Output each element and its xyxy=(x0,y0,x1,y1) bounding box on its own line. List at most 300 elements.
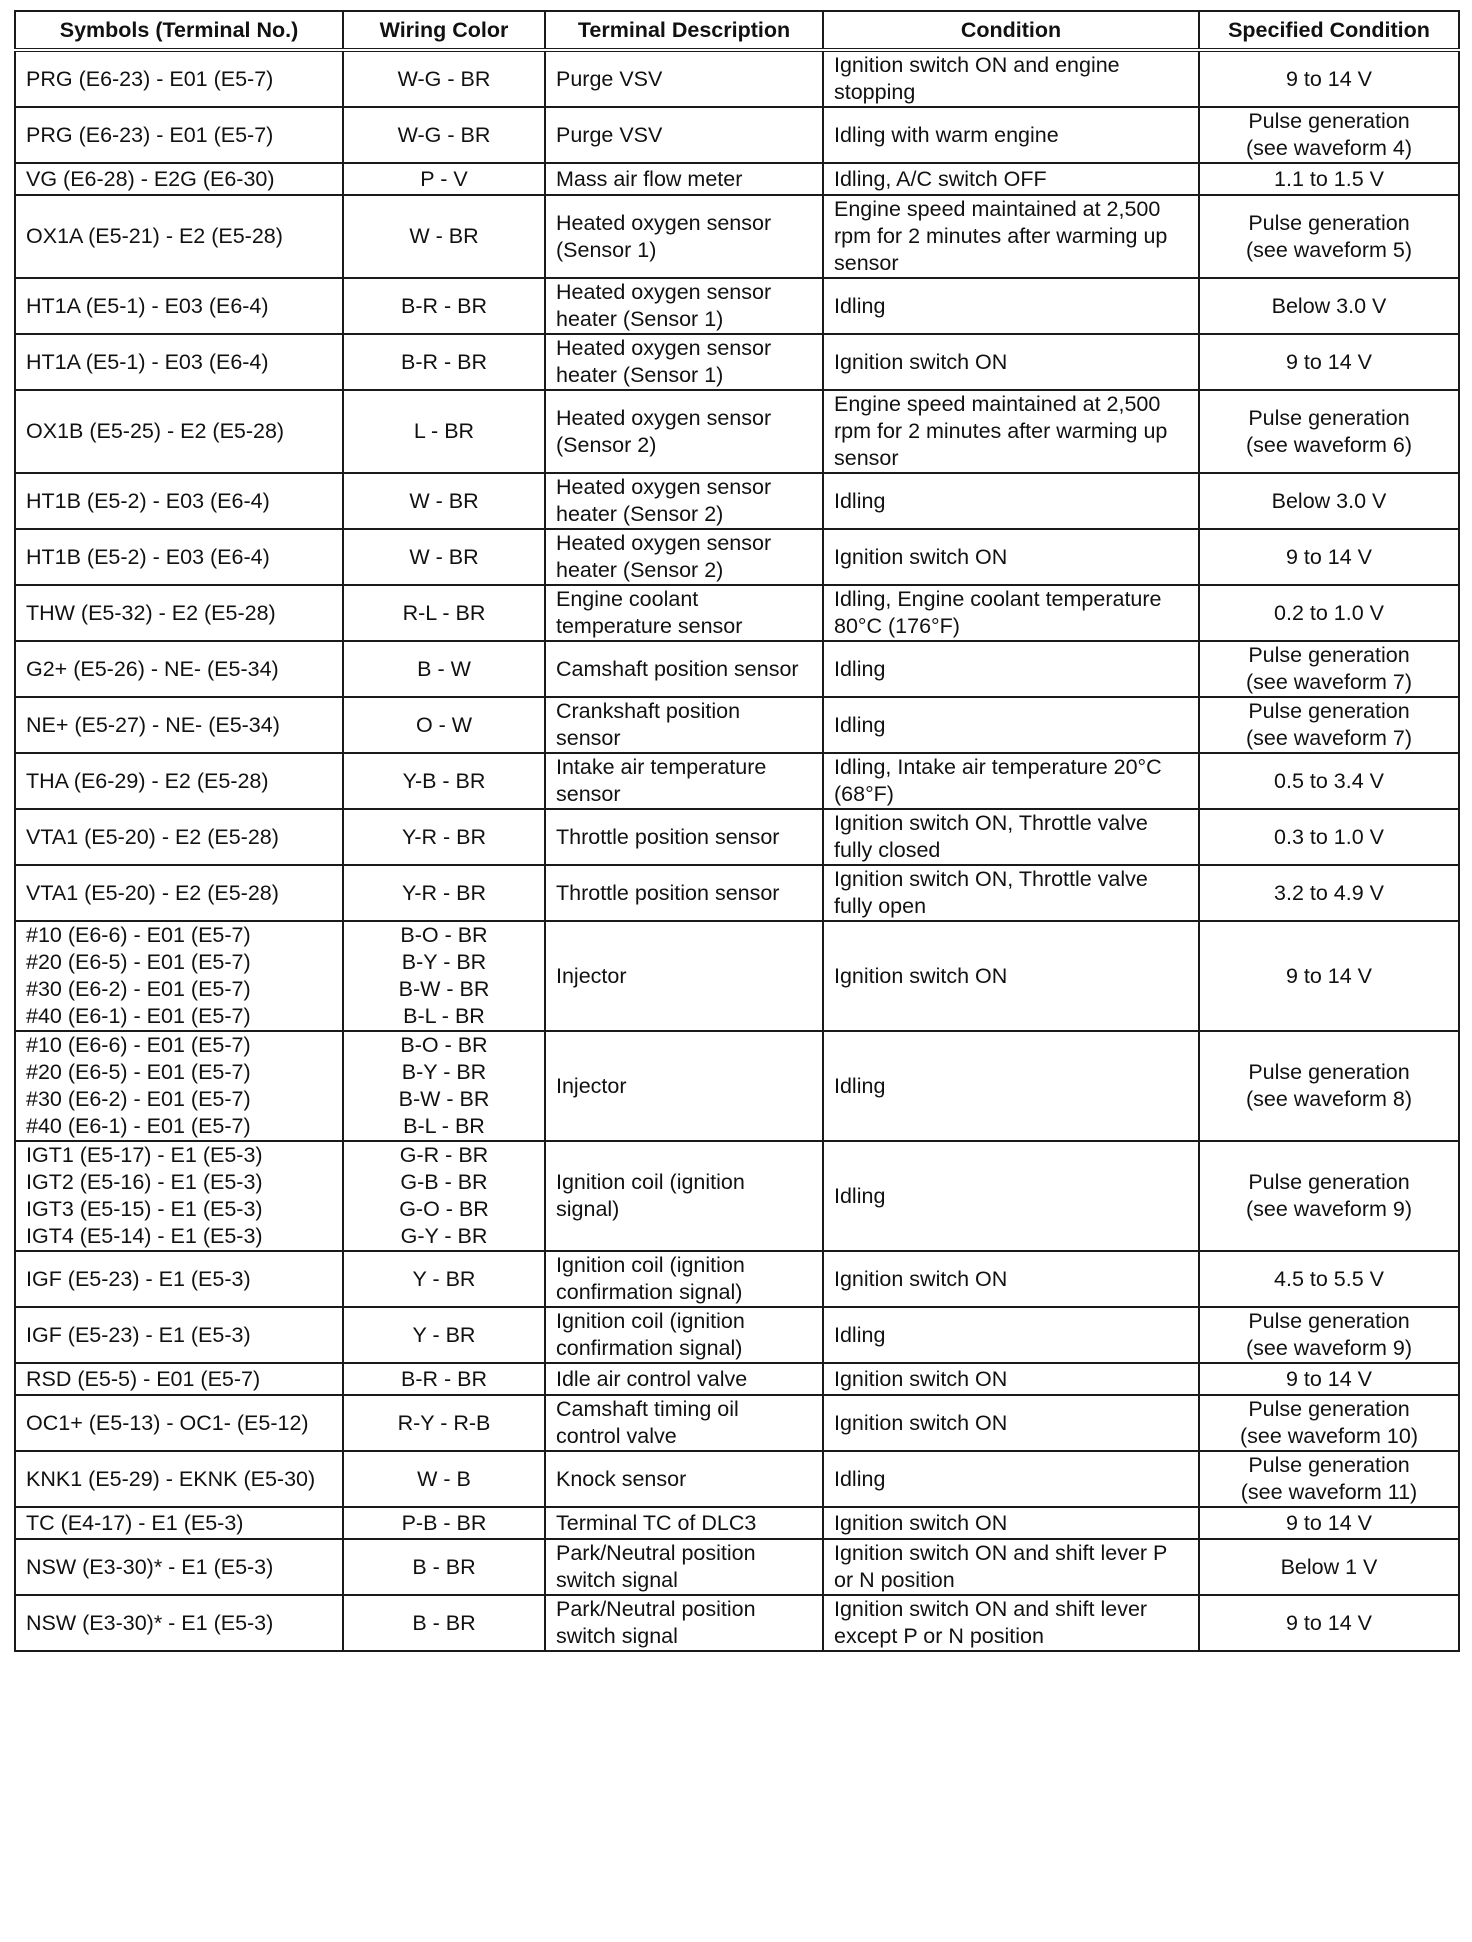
cell-line: confirmation signal) xyxy=(556,1336,743,1360)
cell-specified-condition xyxy=(1199,529,1459,585)
cell-line: B-L - BR xyxy=(403,1114,485,1138)
cell-line: Engine coolant xyxy=(556,587,699,611)
cell-condition xyxy=(823,1395,1199,1451)
cell-wiring-color xyxy=(343,921,545,1031)
cell-line: Ignition switch ON xyxy=(834,1266,1008,1291)
cell-line: Pulse generation xyxy=(1248,210,1410,235)
cell-line: B-O - BR xyxy=(400,923,488,947)
cell-line: or N position xyxy=(834,1568,955,1592)
cell-specified-condition xyxy=(1199,1251,1459,1307)
cell-terminal-description xyxy=(545,1507,823,1539)
cell-wiring-color xyxy=(343,1363,545,1395)
cell-line: Ignition switch ON and shift lever xyxy=(834,1597,1148,1621)
cell-line: Throttle position sensor xyxy=(556,880,780,905)
cell-line: Park/Neutral position xyxy=(556,1541,756,1565)
cell-terminal-description xyxy=(545,641,823,697)
cell-condition xyxy=(823,1141,1199,1251)
cell-terminal-description xyxy=(545,163,823,195)
header-row xyxy=(15,11,1459,50)
cell-specified-condition xyxy=(1199,753,1459,809)
cell-line: Camshaft timing oil xyxy=(556,1397,739,1421)
cell-line: B-R - BR xyxy=(401,1366,487,1391)
cell-line: OX1A (E5-21) - E2 (E5-28) xyxy=(26,224,283,248)
cell-wiring-color xyxy=(343,163,545,195)
cell-specified-condition xyxy=(1199,1307,1459,1363)
cell-line: HT1B (E5-2) - E03 (E6-4) xyxy=(26,544,270,569)
cell-line: sensor xyxy=(834,446,899,470)
cell-condition xyxy=(823,1363,1199,1395)
table-row xyxy=(15,697,1459,753)
cell-condition xyxy=(823,1451,1199,1507)
cell-line: Ignition coil (ignition xyxy=(556,1309,745,1333)
cell-wiring-color xyxy=(343,1251,545,1307)
cell-terminal-description xyxy=(545,1595,823,1651)
header-symbols: Symbols (Terminal No.) xyxy=(15,11,343,50)
cell-line: Idling xyxy=(834,293,886,318)
cell-terminal-description xyxy=(545,1141,823,1251)
cell-symbols xyxy=(15,1539,343,1595)
cell-line: 9 to 14 V xyxy=(1285,1610,1373,1635)
cell-condition xyxy=(823,641,1199,697)
cell-condition xyxy=(823,1507,1199,1539)
cell-line: #20 (E6-5) - E01 (E5-7) xyxy=(26,1060,251,1084)
cell-line: G-B - BR xyxy=(400,1170,488,1194)
cell-terminal-description xyxy=(545,334,823,390)
cell-line: VG (E6-28) - E2G (E6-30) xyxy=(26,166,275,191)
cell-line: Heated oxygen sensor xyxy=(556,475,772,499)
cell-line: Idling xyxy=(834,656,886,681)
cell-line: THW (E5-32) - E2 (E5-28) xyxy=(26,600,276,625)
cell-line: B-Y - BR xyxy=(401,1060,487,1084)
cell-condition xyxy=(823,163,1199,195)
cell-line: Idling xyxy=(834,1073,886,1098)
cell-line: 9 to 14 V xyxy=(1285,349,1373,374)
cell-line: HT1A (E5-1) - E03 (E6-4) xyxy=(26,349,269,374)
cell-line: Pulse generation xyxy=(1248,1397,1410,1421)
cell-terminal-description xyxy=(545,1395,823,1451)
cell-line: B-O - BR xyxy=(400,1033,488,1057)
cell-condition xyxy=(823,809,1199,865)
cell-specified-condition xyxy=(1199,1595,1459,1651)
table-row xyxy=(15,390,1459,473)
cell-line: 9 to 14 V xyxy=(1285,1366,1373,1391)
cell-specified-condition xyxy=(1199,641,1459,697)
cell-line: G-O - BR xyxy=(399,1197,489,1221)
cell-line: 3.2 to 4.9 V xyxy=(1274,880,1384,905)
cell-line: Y - BR xyxy=(412,1266,476,1291)
cell-line: Throttle position sensor xyxy=(556,824,780,849)
cell-line: B - W xyxy=(417,656,471,681)
cell-line: (see waveform 4) xyxy=(1245,136,1413,160)
cell-line: #10 (E6-6) - E01 (E5-7) xyxy=(26,923,251,947)
cell-line: #10 (E6-6) - E01 (E5-7) xyxy=(26,1033,251,1057)
cell-line: Below 3.0 V xyxy=(1271,488,1387,513)
cell-line: IGF (E5-23) - E1 (E5-3) xyxy=(26,1322,251,1347)
table-row xyxy=(15,1307,1459,1363)
cell-line: Ignition switch ON xyxy=(834,544,1008,569)
cell-terminal-description xyxy=(545,697,823,753)
cell-line: Below 3.0 V xyxy=(1271,293,1387,318)
cell-wiring-color xyxy=(343,1395,545,1451)
cell-line: R-Y - R-B xyxy=(397,1410,491,1435)
cell-line: W - B xyxy=(417,1466,471,1491)
cell-specified-condition xyxy=(1199,585,1459,641)
table-row xyxy=(15,50,1459,107)
cell-line: Heated oxygen sensor xyxy=(556,210,772,235)
cell-terminal-description xyxy=(545,1307,823,1363)
cell-terminal-description xyxy=(545,1363,823,1395)
cell-condition xyxy=(823,334,1199,390)
cell-specified-condition xyxy=(1199,278,1459,334)
cell-line: P-B - BR xyxy=(401,1510,487,1535)
cell-line: Idling xyxy=(834,1466,886,1491)
cell-terminal-description xyxy=(545,195,823,278)
cell-condition xyxy=(823,753,1199,809)
cell-symbols xyxy=(15,195,343,278)
cell-wiring-color xyxy=(343,107,545,163)
cell-wiring-color xyxy=(343,1141,545,1251)
cell-line: Ignition switch ON, Throttle valve xyxy=(834,867,1148,891)
table-row xyxy=(15,1363,1459,1395)
cell-line: IGT2 (E5-16) - E1 (E5-3) xyxy=(26,1170,263,1194)
cell-line: (see waveform 7) xyxy=(1245,726,1413,750)
table-row xyxy=(15,1539,1459,1595)
table-row xyxy=(15,865,1459,921)
cell-symbols xyxy=(15,1451,343,1507)
cell-symbols xyxy=(15,529,343,585)
cell-wiring-color xyxy=(343,1307,545,1363)
cell-line: Injector xyxy=(556,1073,627,1098)
cell-line: (see waveform 7) xyxy=(1245,670,1413,694)
cell-line: B - BR xyxy=(412,1554,476,1579)
cell-symbols xyxy=(15,753,343,809)
cell-line: (see waveform 5) xyxy=(1245,237,1413,262)
cell-line: Pulse generation xyxy=(1248,699,1410,723)
cell-line: fully open xyxy=(834,894,927,918)
cell-line: Ignition coil (ignition xyxy=(556,1253,745,1277)
table-row xyxy=(15,1251,1459,1307)
cell-line: Ignition switch ON xyxy=(834,349,1008,374)
cell-wiring-color xyxy=(343,473,545,529)
cell-line: Idling, Intake air temperature 20°C xyxy=(834,755,1162,779)
cell-line: #40 (E6-1) - E01 (E5-7) xyxy=(26,1114,251,1138)
cell-terminal-description xyxy=(545,1031,823,1141)
cell-line: B-L - BR xyxy=(403,1004,485,1028)
cell-condition xyxy=(823,1251,1199,1307)
cell-line: (68°F) xyxy=(834,782,894,806)
cell-line: (see waveform 10) xyxy=(1239,1424,1419,1448)
cell-line: B-Y - BR xyxy=(401,950,487,974)
table-row xyxy=(15,163,1459,195)
cell-terminal-description xyxy=(545,585,823,641)
cell-line: Mass air flow meter xyxy=(556,166,743,191)
cell-line: Idle air control valve xyxy=(556,1366,748,1391)
terminal-spec-table xyxy=(14,10,1460,1652)
cell-line: B-R - BR xyxy=(401,293,487,318)
cell-wiring-color xyxy=(343,50,545,107)
cell-symbols xyxy=(15,1031,343,1141)
cell-wiring-color xyxy=(343,865,545,921)
cell-line: 0.3 to 1.0 V xyxy=(1274,824,1384,849)
cell-symbols xyxy=(15,1595,343,1651)
cell-line: Ignition switch ON xyxy=(834,1510,1008,1535)
cell-line: Camshaft position sensor xyxy=(556,656,799,681)
cell-line: Purge VSV xyxy=(556,122,663,147)
cell-wiring-color xyxy=(343,334,545,390)
table-row xyxy=(15,809,1459,865)
cell-line: W-G - BR xyxy=(397,122,491,147)
cell-terminal-description xyxy=(545,1539,823,1595)
cell-line: Below 1 V xyxy=(1280,1554,1378,1579)
cell-specified-condition xyxy=(1199,1395,1459,1451)
cell-symbols xyxy=(15,1307,343,1363)
cell-line: W - BR xyxy=(409,544,479,569)
cell-line: W - BR xyxy=(409,224,479,248)
header-terminal-description: Terminal Description xyxy=(545,11,823,50)
table-row xyxy=(15,473,1459,529)
cell-terminal-description xyxy=(545,473,823,529)
cell-terminal-description xyxy=(545,865,823,921)
header-specified-condition: Specified Condition xyxy=(1199,11,1459,50)
cell-line: RSD (E5-5) - E01 (E5-7) xyxy=(26,1366,261,1391)
cell-line: PRG (E6-23) - E01 (E5-7) xyxy=(26,66,274,91)
table-body xyxy=(15,50,1459,1651)
cell-line: Pulse generation xyxy=(1248,1453,1410,1477)
cell-line: 4.5 to 5.5 V xyxy=(1274,1266,1384,1291)
cell-line: Idling xyxy=(834,488,886,513)
cell-line: O - W xyxy=(415,712,473,737)
cell-symbols xyxy=(15,1251,343,1307)
cell-line: PRG (E6-23) - E01 (E5-7) xyxy=(26,122,274,147)
cell-line: (see waveform 8) xyxy=(1245,1087,1413,1111)
cell-line: B-W - BR xyxy=(398,977,490,1001)
cell-line: 80°C (176°F) xyxy=(834,614,960,638)
cell-terminal-description xyxy=(545,107,823,163)
cell-condition xyxy=(823,1539,1199,1595)
cell-line: W - BR xyxy=(409,488,479,513)
cell-line: OX1B (E5-25) - E2 (E5-28) xyxy=(26,419,285,443)
cell-line: B - BR xyxy=(412,1610,476,1635)
cell-wiring-color xyxy=(343,195,545,278)
cell-line: Intake air temperature xyxy=(556,755,767,779)
cell-line: G-R - BR xyxy=(399,1143,489,1167)
cell-line: VTA1 (E5-20) - E2 (E5-28) xyxy=(26,824,279,849)
cell-terminal-description xyxy=(545,529,823,585)
cell-condition xyxy=(823,921,1199,1031)
cell-line: HT1B (E5-2) - E03 (E6-4) xyxy=(26,488,270,513)
cell-condition xyxy=(823,473,1199,529)
cell-line: signal) xyxy=(556,1197,620,1221)
cell-line: Heated oxygen sensor xyxy=(556,531,772,555)
cell-specified-condition xyxy=(1199,195,1459,278)
cell-line: Idling, Engine coolant temperature xyxy=(834,587,1162,611)
cell-condition xyxy=(823,1307,1199,1363)
cell-line: IGT3 (E5-15) - E1 (E5-3) xyxy=(26,1197,263,1221)
cell-symbols xyxy=(15,809,343,865)
cell-line: except P or N position xyxy=(834,1624,1044,1648)
cell-symbols xyxy=(15,473,343,529)
cell-line: sensor xyxy=(556,782,621,806)
table-row xyxy=(15,1395,1459,1451)
cell-line: Pulse generation xyxy=(1248,1309,1410,1333)
cell-symbols xyxy=(15,641,343,697)
cell-line: switch signal xyxy=(556,1624,678,1648)
cell-line: B-W - BR xyxy=(398,1087,490,1111)
cell-line: Terminal TC of DLC3 xyxy=(556,1510,757,1535)
cell-line: (see waveform 9) xyxy=(1245,1336,1413,1360)
cell-specified-condition xyxy=(1199,1539,1459,1595)
cell-symbols xyxy=(15,697,343,753)
cell-line: #30 (E6-2) - E01 (E5-7) xyxy=(26,1087,251,1111)
cell-condition xyxy=(823,107,1199,163)
cell-line: Ignition switch ON and engine xyxy=(834,53,1120,77)
cell-symbols xyxy=(15,921,343,1031)
cell-specified-condition xyxy=(1199,473,1459,529)
cell-symbols xyxy=(15,1141,343,1251)
cell-line: stopping xyxy=(834,80,916,104)
cell-condition xyxy=(823,390,1199,473)
cell-line: Ignition switch ON xyxy=(834,1410,1008,1435)
cell-line: 0.5 to 3.4 V xyxy=(1274,768,1384,793)
cell-terminal-description xyxy=(545,390,823,473)
cell-condition xyxy=(823,585,1199,641)
cell-line: switch signal xyxy=(556,1568,678,1592)
cell-wiring-color xyxy=(343,390,545,473)
cell-line: heater (Sensor 1) xyxy=(556,363,724,387)
cell-specified-condition xyxy=(1199,809,1459,865)
cell-line: Ignition switch ON and shift lever P xyxy=(834,1541,1168,1565)
cell-line: NSW (E3-30)* - E1 (E5-3) xyxy=(26,1554,274,1579)
cell-line: IGT4 (E5-14) - E1 (E5-3) xyxy=(26,1224,263,1248)
cell-line: (Sensor 2) xyxy=(556,432,657,457)
cell-line: Heated oxygen sensor xyxy=(556,405,772,430)
cell-line: G-Y - BR xyxy=(400,1224,488,1248)
cell-line: W-G - BR xyxy=(397,66,491,91)
cell-wiring-color xyxy=(343,529,545,585)
cell-line: Pulse generation xyxy=(1248,643,1410,667)
cell-line: Idling with warm engine xyxy=(834,122,1059,147)
cell-wiring-color xyxy=(343,1507,545,1539)
cell-line: Idling xyxy=(834,1322,886,1347)
cell-line: Heated oxygen sensor xyxy=(556,280,772,304)
cell-line: Engine speed maintained at 2,500 xyxy=(834,197,1161,221)
table-row xyxy=(15,1507,1459,1539)
table-row xyxy=(15,1031,1459,1141)
table-row xyxy=(15,641,1459,697)
cell-wiring-color xyxy=(343,1539,545,1595)
cell-condition xyxy=(823,529,1199,585)
cell-terminal-description xyxy=(545,278,823,334)
cell-line: Y - BR xyxy=(412,1322,476,1347)
cell-condition xyxy=(823,50,1199,107)
cell-symbols xyxy=(15,163,343,195)
cell-line: rpm for 2 minutes after warming up xyxy=(834,419,1168,443)
cell-line: Idling xyxy=(834,712,886,737)
cell-wiring-color xyxy=(343,585,545,641)
cell-condition xyxy=(823,1031,1199,1141)
cell-line: 9 to 14 V xyxy=(1285,66,1373,91)
cell-terminal-description xyxy=(545,50,823,107)
cell-wiring-color xyxy=(343,753,545,809)
cell-line: sensor xyxy=(556,726,621,750)
cell-line: temperature sensor xyxy=(556,614,743,638)
cell-specified-condition xyxy=(1199,697,1459,753)
cell-wiring-color xyxy=(343,278,545,334)
cell-line: heater (Sensor 2) xyxy=(556,502,724,526)
cell-line: Idling, A/C switch OFF xyxy=(834,166,1047,191)
cell-line: Heated oxygen sensor xyxy=(556,336,772,360)
cell-specified-condition xyxy=(1199,865,1459,921)
table-row xyxy=(15,753,1459,809)
cell-line: IGT1 (E5-17) - E1 (E5-3) xyxy=(26,1143,263,1167)
table-row xyxy=(15,529,1459,585)
cell-line: NE+ (E5-27) - NE- (E5-34) xyxy=(26,712,280,737)
table-row xyxy=(15,334,1459,390)
cell-symbols xyxy=(15,1507,343,1539)
cell-line: heater (Sensor 1) xyxy=(556,307,724,331)
cell-line: Ignition switch ON, Throttle valve xyxy=(834,811,1148,835)
cell-line: sensor xyxy=(834,251,899,275)
cell-condition xyxy=(823,278,1199,334)
cell-line: 1.1 to 1.5 V xyxy=(1274,166,1384,191)
table-header xyxy=(15,11,1459,50)
cell-line: Pulse generation xyxy=(1248,1060,1410,1084)
header-wiring-color: Wiring Color xyxy=(343,11,545,50)
table-row xyxy=(15,1451,1459,1507)
cell-wiring-color xyxy=(343,1451,545,1507)
cell-symbols xyxy=(15,585,343,641)
cell-line: L - BR xyxy=(413,419,475,443)
cell-line: heater (Sensor 2) xyxy=(556,558,724,582)
cell-line: Park/Neutral position xyxy=(556,1597,756,1621)
cell-line: VTA1 (E5-20) - E2 (E5-28) xyxy=(26,880,279,905)
cell-line: OC1+ (E5-13) - OC1- (E5-12) xyxy=(26,1410,309,1435)
cell-specified-condition xyxy=(1199,107,1459,163)
cell-line: 0.2 to 1.0 V xyxy=(1274,600,1384,625)
cell-line: #40 (E6-1) - E01 (E5-7) xyxy=(26,1004,251,1028)
cell-specified-condition xyxy=(1199,390,1459,473)
cell-line: confirmation signal) xyxy=(556,1280,743,1304)
cell-wiring-color xyxy=(343,697,545,753)
cell-line: B-R - BR xyxy=(401,349,487,374)
cell-line: Ignition coil (ignition xyxy=(556,1170,745,1194)
cell-line: (see waveform 6) xyxy=(1245,432,1413,457)
cell-wiring-color xyxy=(343,1031,545,1141)
table-row xyxy=(15,278,1459,334)
cell-line: R-L - BR xyxy=(402,600,486,625)
cell-condition xyxy=(823,697,1199,753)
cell-specified-condition xyxy=(1199,334,1459,390)
cell-line: Y-R - BR xyxy=(401,824,487,849)
header-condition: Condition xyxy=(823,11,1199,50)
cell-line: TC (E4-17) - E1 (E5-3) xyxy=(26,1510,244,1535)
cell-line: 9 to 14 V xyxy=(1285,1510,1373,1535)
cell-symbols xyxy=(15,390,343,473)
cell-line: Purge VSV xyxy=(556,66,663,91)
cell-line: (see waveform 9) xyxy=(1245,1197,1413,1221)
cell-specified-condition xyxy=(1199,1451,1459,1507)
cell-specified-condition xyxy=(1199,1141,1459,1251)
cell-line: Knock sensor xyxy=(556,1466,687,1491)
cell-line: Engine speed maintained at 2,500 xyxy=(834,392,1161,416)
table-row xyxy=(15,921,1459,1031)
cell-line: P - V xyxy=(420,166,468,191)
cell-line: IGF (E5-23) - E1 (E5-3) xyxy=(26,1266,251,1291)
cell-line: HT1A (E5-1) - E03 (E6-4) xyxy=(26,293,269,318)
cell-line: (see waveform 11) xyxy=(1240,1480,1418,1504)
cell-symbols xyxy=(15,865,343,921)
cell-specified-condition xyxy=(1199,1363,1459,1395)
